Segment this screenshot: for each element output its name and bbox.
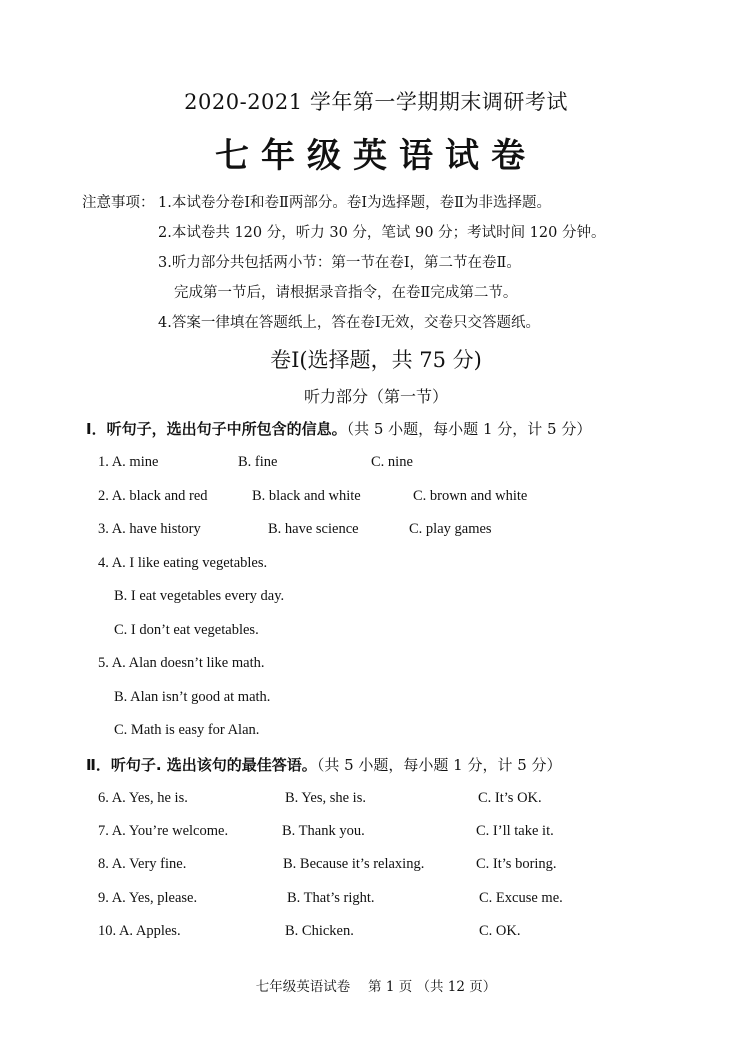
paper-title: 七年级英语试卷 (215, 136, 537, 176)
option-c: C. Math is easy for Alan. (114, 722, 260, 738)
option-b: B. have science (268, 521, 359, 537)
notice-item: 完成第一节后，请根据录音指令，在卷Ⅱ完成第二节。 (174, 285, 518, 301)
notice-item: 1.本试卷分卷Ⅰ和卷Ⅱ两部分。卷Ⅰ为选择题，卷Ⅱ为非选择题。 (158, 195, 551, 211)
section-heading (86, 754, 562, 775)
option-a: 2. A. black and red (98, 488, 208, 504)
notice-item: 4.答案一律填在答题纸上，答在卷Ⅰ无效，交卷只交答题纸。 (158, 315, 541, 331)
notice-label: 注意事项： (82, 195, 155, 211)
option-a: 1. A. mine (98, 454, 159, 470)
section-heading-note: （共 5 小题，每小题 1 分，计 5 分） (346, 420, 592, 438)
option-c: C. It’s boring. (476, 856, 557, 872)
option-c: C. Excuse me. (479, 890, 563, 906)
option-a: 7. A. You’re welcome. (98, 823, 229, 839)
section-heading-note: （共 5 小题，每小题 1 分，计 5 分） (316, 756, 562, 774)
part-title: 卷Ⅰ(选择题，共 75 分) (270, 348, 482, 372)
option-c: C. It’s OK. (478, 790, 542, 806)
page-footer: 七年级英语试卷 第 1 页 （共 12 页） (255, 979, 497, 995)
option-a: 4. A. I like eating vegetables. (98, 555, 268, 571)
option-a: 10. A. Apples. (98, 923, 181, 939)
option-a: 3. A. have history (98, 521, 201, 537)
section-heading-label: Ⅰ．听句子，选出句子中所包含的信息。 (86, 420, 347, 438)
option-c: C. I’ll take it. (476, 823, 554, 839)
section-heading-label: Ⅱ．听句子. 选出该句的最佳答语。 (86, 756, 317, 774)
option-b: B. That’s right. (287, 890, 375, 906)
option-a: 5. A. Alan doesn’t like math. (98, 655, 265, 671)
option-c: C. play games (409, 521, 492, 537)
option-a: 8. A. Very fine. (98, 856, 187, 872)
option-a: 6. A. Yes, he is. (98, 790, 188, 806)
section-title: 听力部分（第一节） (303, 387, 448, 406)
option-a: 9. A. Yes, please. (98, 890, 198, 906)
option-b: B. I eat vegetables every day. (114, 588, 285, 604)
option-b: B. fine (238, 454, 278, 470)
option-b: B. Because it’s relaxing. (283, 856, 425, 872)
option-b: B. Chicken. (285, 923, 354, 939)
option-b: B. Yes, she is. (285, 790, 366, 806)
option-c: C. OK. (479, 923, 521, 939)
notice-item: 2.本试卷共 120 分，听力 30 分，笔试 90 分；考试时间 120 分钟。 (158, 225, 606, 241)
option-b: B. black and white (252, 488, 361, 504)
section-heading (86, 418, 591, 439)
option-c: C. brown and white (413, 488, 528, 504)
notice-item: 3.听力部分共包括两小节：第一节在卷Ⅰ，第二节在卷Ⅱ。 (158, 255, 521, 271)
option-c: C. nine (371, 454, 413, 470)
option-c: C. I don’t eat vegetables. (114, 622, 259, 638)
option-b: B. Thank you. (282, 823, 365, 839)
option-b: B. Alan isn’t good at math. (114, 689, 271, 705)
exam-title: 2020-2021 学年第一学期期末调研考试 (184, 90, 568, 114)
